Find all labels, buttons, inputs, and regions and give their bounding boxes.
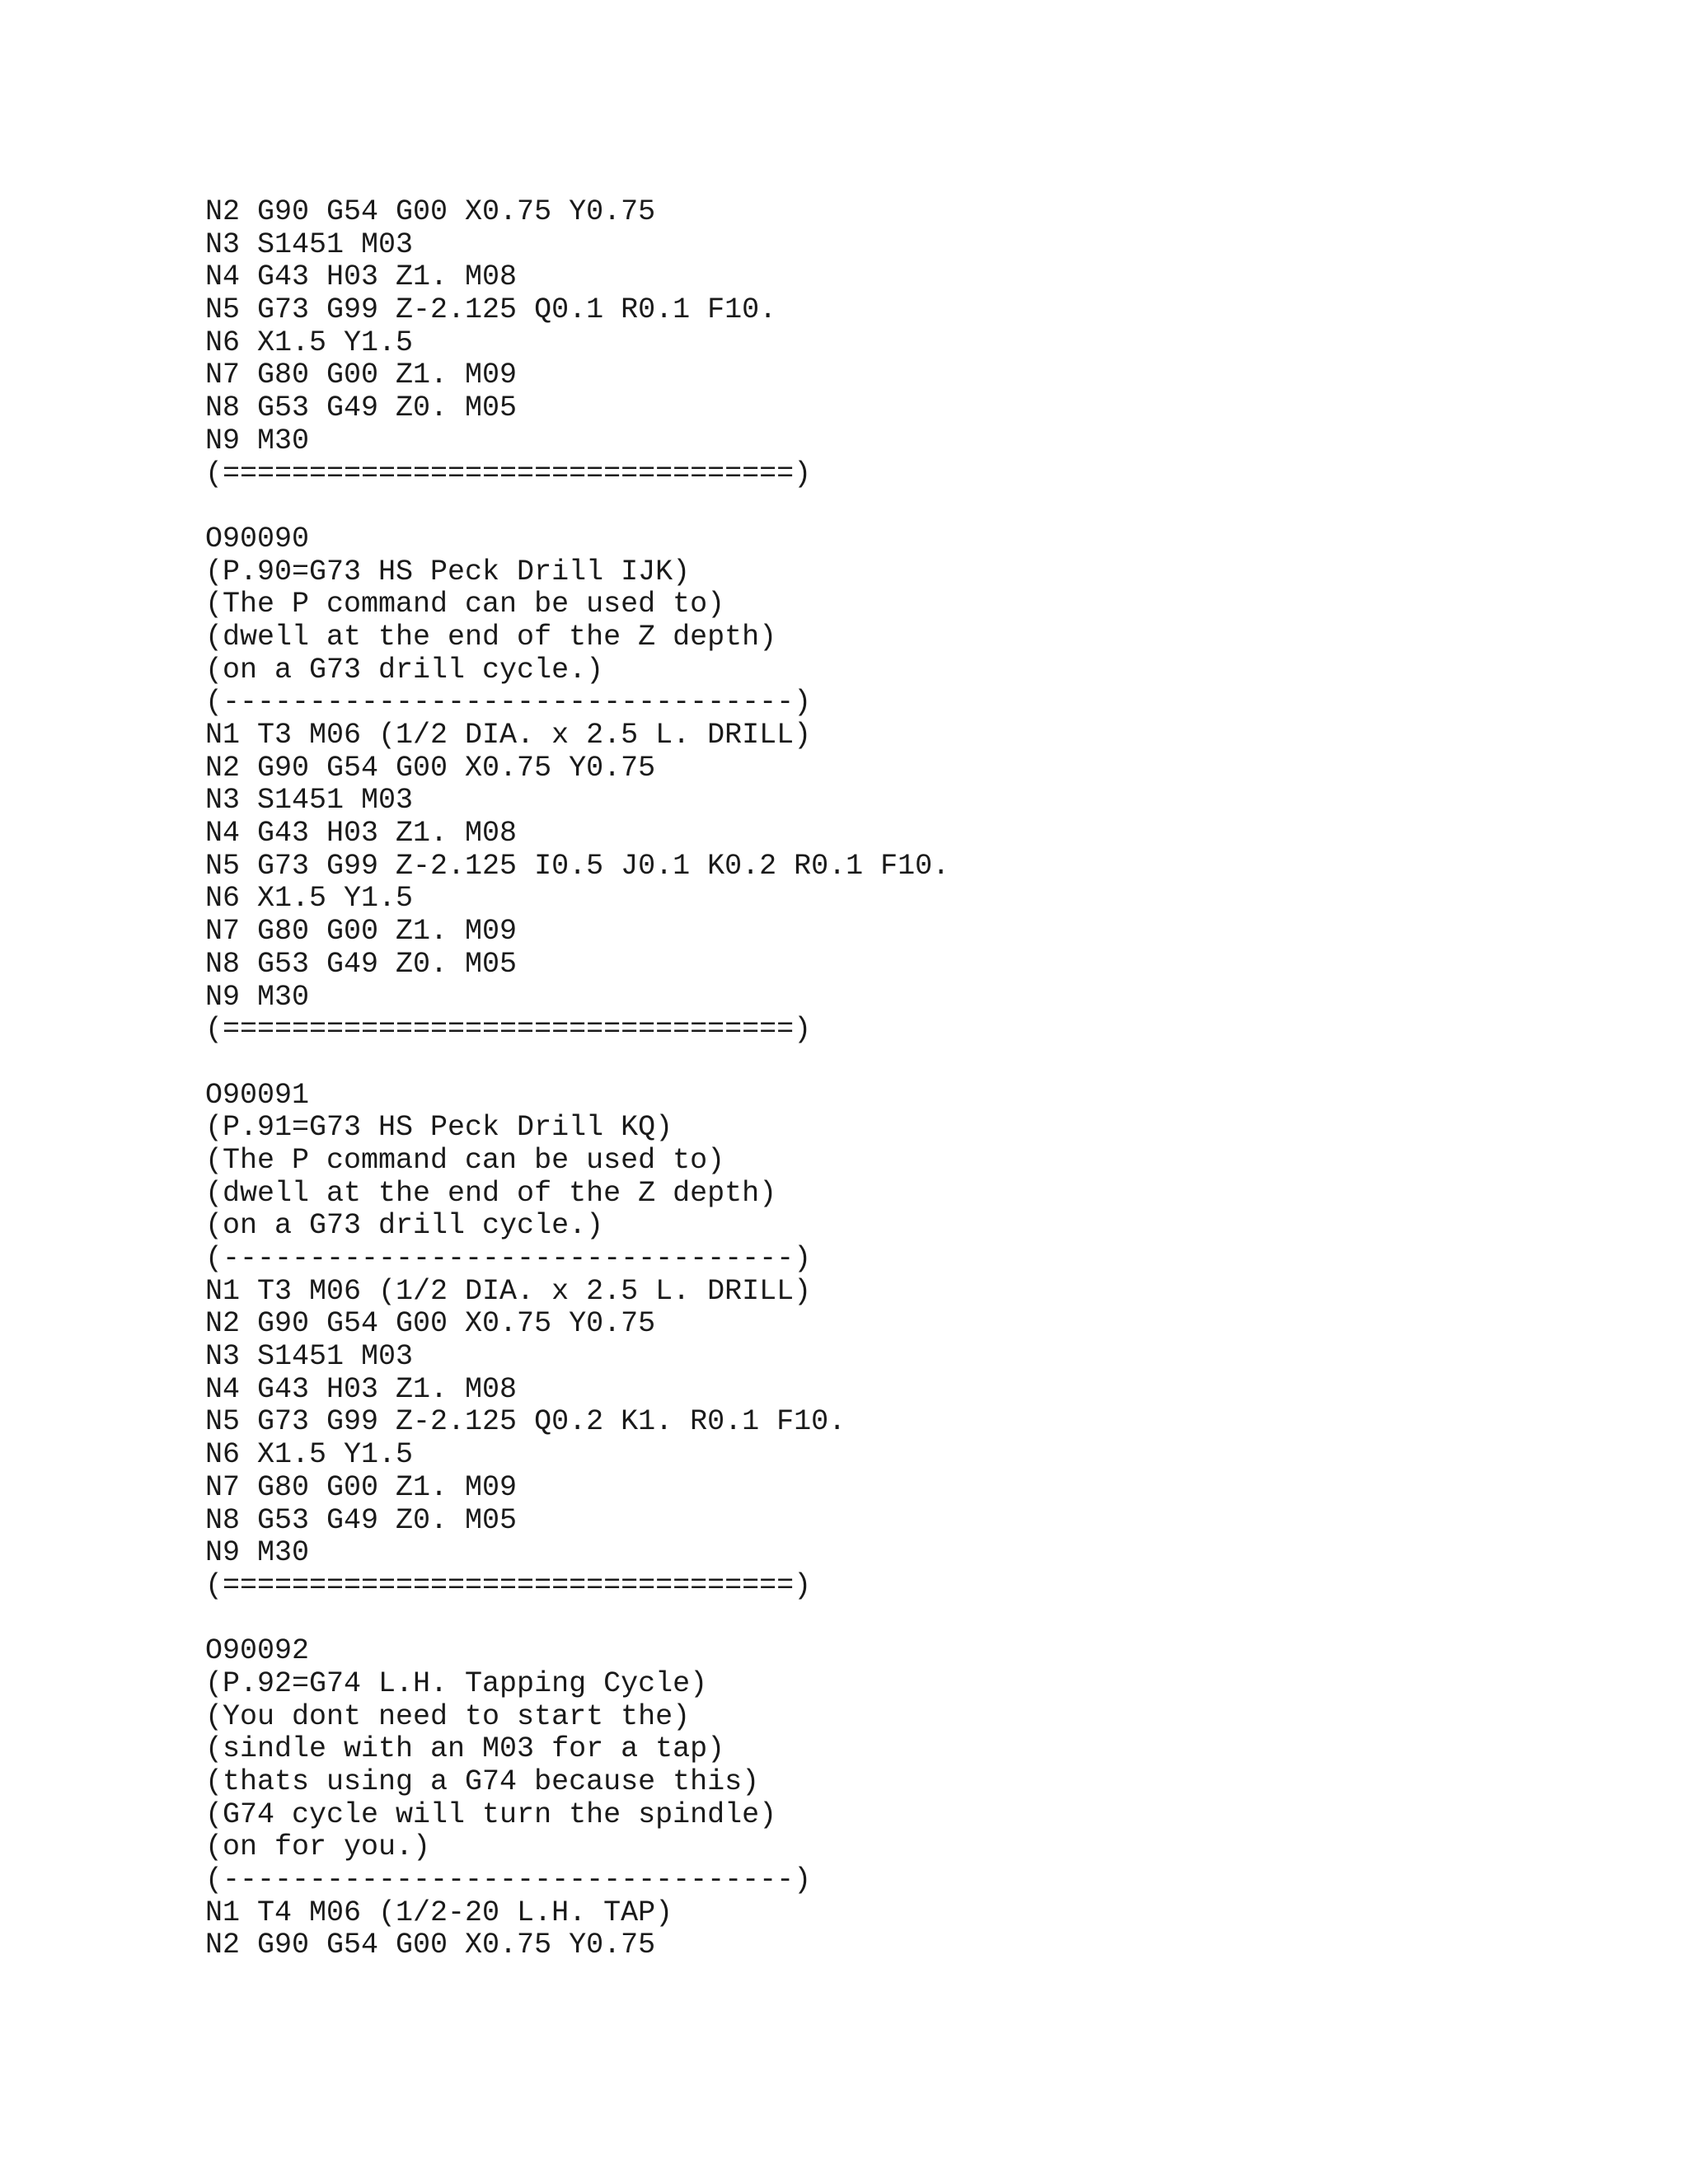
code-line: (---------------------------------) xyxy=(205,1242,812,1275)
code-line: N8 G53 G49 Z0. M05 xyxy=(205,947,518,981)
code-line: (The P command can be used to) xyxy=(205,588,725,621)
code-line: N6 X1.5 Y1.5 xyxy=(205,1438,414,1472)
code-line: N9 M30 xyxy=(205,980,310,1014)
code-line: N9 M30 xyxy=(205,1536,310,1570)
blank-line xyxy=(205,1047,950,1080)
code-line: (=================================) xyxy=(205,1568,812,1602)
blank-line xyxy=(205,490,950,523)
code-line: N7 G80 G00 Z1. M09 xyxy=(205,915,518,949)
code-line: (G74 cycle will turn the spindle) xyxy=(205,1797,777,1831)
code-line: N2 G90 G54 G00 X0.75 Y0.75 xyxy=(205,195,656,228)
code-line: N9 M30 xyxy=(205,424,310,457)
code-line: (dwell at the end of the Z depth) xyxy=(205,620,777,654)
code-line: N3 S1451 M03 xyxy=(205,1340,414,1374)
code-line: O90090 xyxy=(205,522,310,555)
gcode-listing xyxy=(205,196,950,1962)
code-line: N7 G80 G00 Z1. M09 xyxy=(205,359,518,392)
code-line: (---------------------------------) xyxy=(205,686,812,719)
code-line: N8 G53 G49 Z0. M05 xyxy=(205,1503,518,1537)
blank-line xyxy=(205,1603,950,1636)
code-line: N5 G73 G99 Z-2.125 Q0.1 R0.1 F10. xyxy=(205,293,777,327)
code-line: N1 T4 M06 (1/2-20 L.H. TAP) xyxy=(205,1896,673,1929)
code-line: (dwell at the end of the Z depth) xyxy=(205,1176,777,1210)
code-line: N5 G73 G99 Z-2.125 I0.5 J0.1 K0.2 R0.1 F10. xyxy=(205,849,950,883)
code-line: N2 G90 G54 G00 X0.75 Y0.75 xyxy=(205,751,656,785)
code-line: (on for you.) xyxy=(205,1830,431,1864)
code-line: N4 G43 H03 Z1. M08 xyxy=(205,260,518,294)
code-line: N4 G43 H03 Z1. M08 xyxy=(205,817,518,851)
code-line: O90091 xyxy=(205,1078,310,1112)
code-line: N4 G43 H03 Z1. M08 xyxy=(205,1372,518,1406)
code-line: (on a G73 drill cycle.) xyxy=(205,1209,604,1243)
code-line: (thats using a G74 because this) xyxy=(205,1765,760,1798)
code-line: N2 G90 G54 G00 X0.75 Y0.75 xyxy=(205,1929,656,1962)
code-line: N2 G90 G54 G00 X0.75 Y0.75 xyxy=(205,1307,656,1341)
code-line: N6 X1.5 Y1.5 xyxy=(205,326,414,359)
code-line: N1 T3 M06 (1/2 DIA. x 2.5 L. DRILL) xyxy=(205,719,812,752)
code-line: (on a G73 drill cycle.) xyxy=(205,653,604,687)
code-line: (=================================) xyxy=(205,457,812,490)
code-line: N5 G73 G99 Z-2.125 Q0.2 K1. R0.1 F10. xyxy=(205,1405,846,1439)
code-line: N6 X1.5 Y1.5 xyxy=(205,882,414,916)
code-line: (P.91=G73 HS Peck Drill KQ) xyxy=(205,1111,673,1145)
code-line: N8 G53 G49 Z0. M05 xyxy=(205,391,518,425)
code-line: (P.90=G73 HS Peck Drill IJK) xyxy=(205,555,691,588)
code-line: (You dont need to start the) xyxy=(205,1699,691,1733)
code-line: (sindle with an M03 for a tap) xyxy=(205,1732,725,1766)
code-line: (=================================) xyxy=(205,1013,812,1047)
code-line: (---------------------------------) xyxy=(205,1863,812,1897)
code-line: N3 S1451 M03 xyxy=(205,784,414,818)
code-line: N3 S1451 M03 xyxy=(205,227,414,261)
code-line: N7 G80 G00 Z1. M09 xyxy=(205,1470,518,1504)
code-line: (P.92=G74 L.H. Tapping Cycle) xyxy=(205,1666,708,1700)
code-line: (The P command can be used to) xyxy=(205,1143,725,1177)
code-line: O90092 xyxy=(205,1634,310,1668)
code-line: N1 T3 M06 (1/2 DIA. x 2.5 L. DRILL) xyxy=(205,1274,812,1308)
